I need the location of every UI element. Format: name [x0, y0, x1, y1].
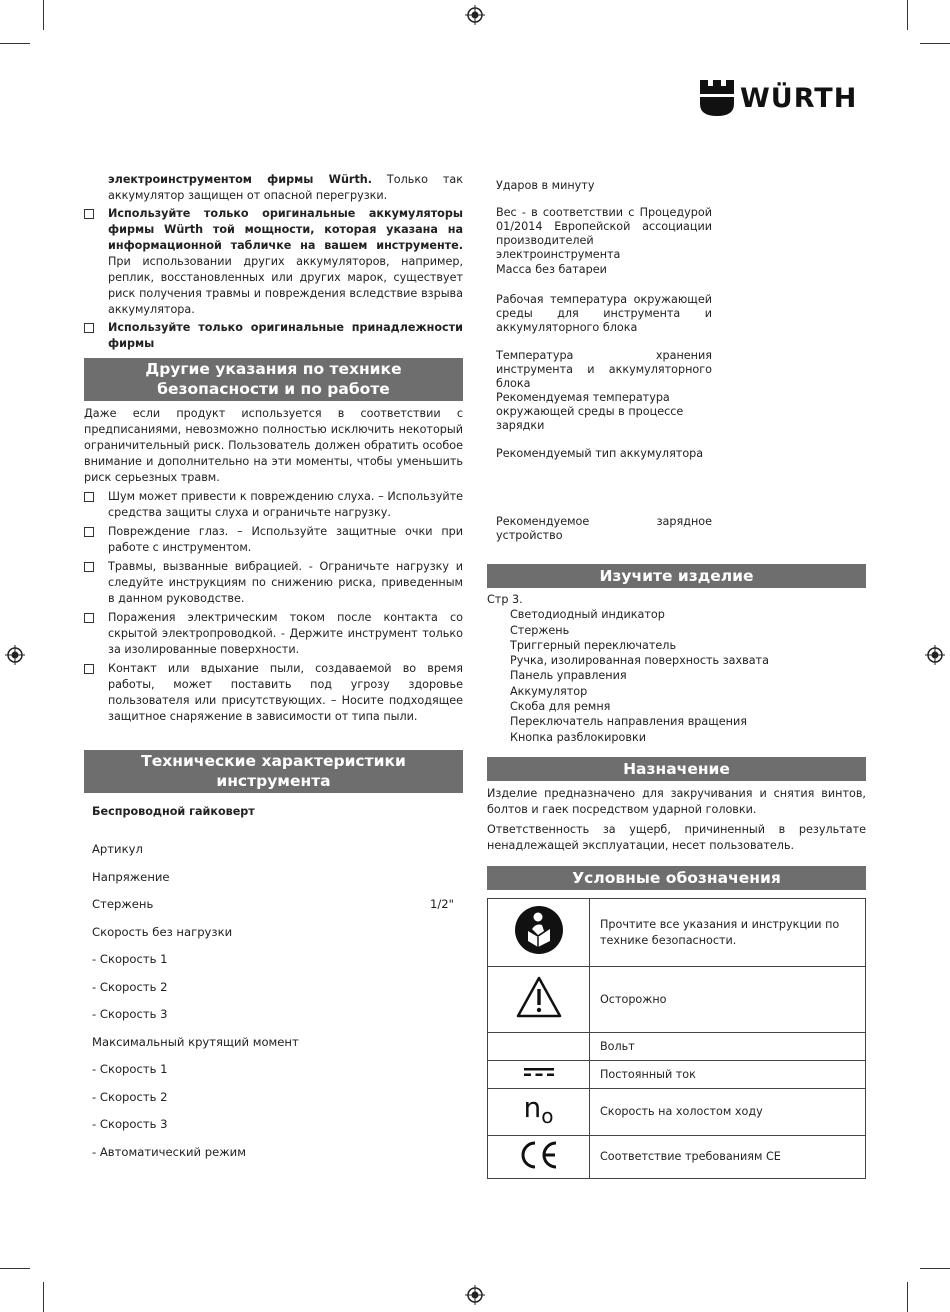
ce-mark-icon: [518, 1140, 560, 1170]
spec-row: [92, 1062, 454, 1076]
table-row: [488, 967, 866, 1033]
spec-label: - Скорость 2: [92, 1090, 168, 1104]
spec-row: [92, 1145, 454, 1159]
crop-mark: [920, 43, 950, 44]
list-item: Панель управления: [510, 669, 627, 683]
table-row: [488, 1136, 866, 1179]
checkbox-bullet-icon: [84, 664, 94, 674]
symbol-cell: [488, 1033, 590, 1061]
read-manual-icon: [514, 905, 564, 955]
list-item-text: Шум может привести к повреждению слуха. – Используйте средства защиты слуха и ограничьте нагрузку.: [108, 490, 463, 519]
parts-section: [487, 592, 866, 745]
crop-mark: [43, 1282, 44, 1312]
section-header-safety: Другие указания по технике безопасности и по работе: [84, 358, 463, 401]
spec-label: - Автоматический режим: [92, 1145, 246, 1159]
wurth-castle-icon: [700, 80, 734, 116]
purpose-section: [487, 786, 866, 854]
symbol-description: Осторожно: [590, 967, 866, 1033]
spec-label: Стержень: [92, 897, 154, 911]
symbol-cell: [488, 899, 590, 967]
checkbox-bullet-icon: [84, 613, 94, 623]
list-item-text: При использовании других аккумуляторов, например, реплик, восстановленных или других марок, существует риск получения травмы и повреждения вследствие взрыва аккумулятора.: [108, 255, 463, 316]
symbol-description: Прочтите все указания и инструкции по технике безопасности.: [590, 899, 866, 967]
brand-name: WÜRTH: [740, 82, 858, 114]
list-item: [84, 559, 463, 607]
safety-section: [84, 406, 463, 725]
no-load-speed-icon: [523, 1091, 554, 1128]
table-row: [488, 899, 866, 967]
purpose-paragraph: Ответственность за ущерб, причиненный в результате ненадлежащей эксплуатации, несет пользователь.: [487, 823, 866, 852]
crop-mark: [43, 0, 44, 30]
spec-label: - Скорость 1: [92, 1062, 168, 1076]
registration-mark-icon: [5, 645, 25, 665]
section-header-symbols: Условные обозначения: [487, 866, 866, 890]
spec-row: [92, 1007, 454, 1021]
checkbox-bullet-icon: [84, 323, 94, 333]
table-row: [488, 1033, 866, 1061]
list-item: [84, 489, 463, 521]
intro-paragraph: [84, 172, 463, 204]
list-item-bold: Используйте только оригинальные принадлежности фирмы: [108, 321, 463, 350]
crop-mark: [920, 1268, 950, 1269]
section-header-tech: Технические характеристики инструмента: [84, 750, 463, 793]
list-item: [84, 206, 463, 318]
spec-label: - Скорость 1: [92, 952, 168, 966]
spec-row: Рекомендуемый тип аккумулятора: [496, 447, 704, 460]
checkbox-bullet-icon: [84, 492, 94, 502]
product-name: Беспроводной гайковерт: [92, 805, 255, 818]
spec-row: [92, 1117, 454, 1131]
crop-mark: [907, 0, 908, 30]
spec-row: [92, 842, 454, 856]
crop-mark: [907, 1282, 908, 1312]
registration-mark-icon: [465, 1285, 485, 1305]
safety-paragraph: Даже если продукт используется в соответствии с предписаниями, невозможно полностью исключить некоторый ограничительный риск. Пользователь должен обратить особое внимание и дополнительно на эти моменты, чтобы уменьшить риск серьезных травм.: [84, 407, 463, 484]
spec-row: Рекомендуемое зарядное устройство: [496, 515, 712, 542]
spec-row: [92, 925, 454, 939]
list-item: Аккумулятор: [510, 684, 588, 698]
list-item: Стержень: [510, 623, 570, 637]
spec-label: - Скорость 2: [92, 980, 168, 994]
no-load-speed-symbol: n: [523, 1091, 542, 1124]
spec-value: 1/2": [430, 897, 454, 911]
no-load-speed-subscript: o: [541, 1104, 554, 1128]
list-item: Кнопка разблокировки: [510, 730, 646, 744]
list-item-text: Поражения электрическим током после контакта со скрытой электропроводкой. - Держите инструмент только за изолированные поверхности.: [108, 611, 463, 656]
spec-label: Артикул: [92, 842, 143, 856]
list-item: Триггерный переключатель: [510, 638, 677, 652]
brand-logo: [700, 80, 857, 116]
list-item: Светодиодный индикатор: [510, 608, 665, 622]
section-header-study: Изучите изделие: [487, 564, 866, 588]
checkbox-bullet-icon: [84, 209, 94, 219]
page-reference: Стр 3.: [487, 593, 523, 606]
purpose-paragraph: Изделие предназначено для закручивания и снятия винтов, болтов и гаек посредством ударной головки.: [487, 787, 866, 816]
spec-label: Скорость без нагрузки: [92, 925, 233, 939]
list-item: [84, 661, 463, 725]
symbols-table: [487, 898, 866, 1179]
spec-row: Ударов в минуту: [496, 179, 595, 192]
list-item: [84, 320, 463, 352]
spec-row: Рекомендуемая температура окружающей среды в процессе зарядки: [496, 391, 684, 432]
spec-label: Максимальный крутящий момент: [92, 1035, 299, 1049]
list-item: Переключатель направления вращения: [510, 715, 747, 729]
checkbox-bullet-icon: [84, 527, 94, 537]
spec-row: [92, 952, 454, 966]
spec-row: [92, 897, 454, 911]
section-header-purpose: Назначение: [487, 757, 866, 781]
spec-label: - Скорость 3: [92, 1117, 168, 1131]
symbol-cell: [488, 1089, 590, 1136]
warning-triangle-icon: [515, 975, 563, 1019]
list-item: Ручка, изолированная поверхность захвата: [510, 654, 769, 668]
registration-mark-icon: [925, 645, 945, 665]
table-row: [488, 1061, 866, 1089]
intro-bold: электроинструментом фирмы Würth.: [108, 173, 373, 186]
spec-row: [92, 1090, 454, 1104]
registration-mark-icon: [465, 5, 485, 25]
direct-current-icon: [524, 1066, 554, 1078]
list-item: [84, 524, 463, 556]
spec-row: Температура хранения инструмента и аккумуляторного блока: [496, 349, 712, 390]
spec-row: [92, 980, 454, 994]
symbol-description: Соответствие требованиям CE: [590, 1136, 866, 1179]
symbol-description: Скорость на холостом ходу: [590, 1089, 866, 1136]
table-row: [488, 1089, 866, 1136]
intro-text: Только так аккумулятор защищен от опасной перегрузки.: [108, 173, 463, 202]
list-item-text: Травмы, вызванные вибрацией. - Ограничьте нагрузку и следуйте инструкциям по снижению риска, приведенным в данном руководстве.: [108, 560, 463, 605]
crop-mark: [0, 1268, 30, 1269]
list-item-text: Повреждение глаз. – Используйте защитные очки при работе с инструментом.: [108, 525, 463, 554]
symbol-cell: [488, 967, 590, 1033]
list-item: Скоба для ремня: [510, 700, 611, 714]
spec-row: [92, 1035, 454, 1049]
symbol-description: Постоянный ток: [590, 1061, 866, 1089]
list-item-bold: Используйте только оригинальные аккумуляторы фирмы Würth той мощности, которая указана на информационной табличке на вашем инструменте.: [108, 207, 463, 252]
symbol-cell: [488, 1136, 590, 1179]
crop-mark: [0, 43, 30, 44]
spec-row: [92, 870, 454, 884]
list-item: [84, 610, 463, 658]
symbol-description: Вольт: [590, 1033, 866, 1061]
left-column: [84, 172, 463, 352]
checkbox-bullet-icon: [84, 562, 94, 572]
list-item-text: Контакт или вдыхание пыли, создаваемой во время работы, может поставить под угрозу здоровье пользователя или присутствующих. – Носите подходящее защитное снаряжение в зависимости от типа пыли.: [108, 662, 463, 723]
spec-row: Масса без батареи: [496, 263, 607, 276]
spec-row: Рабочая температура окружающей среды для инструмента и аккумуляторного блока: [496, 293, 712, 334]
spec-label: Напряжение: [92, 870, 170, 884]
spec-row: Вес - в соответствии с Процедурой 01/2014 Европейской ассоциации производителей электроинструмента: [496, 206, 712, 261]
spec-label: - Скорость 3: [92, 1007, 168, 1021]
symbol-cell: [488, 1061, 590, 1089]
